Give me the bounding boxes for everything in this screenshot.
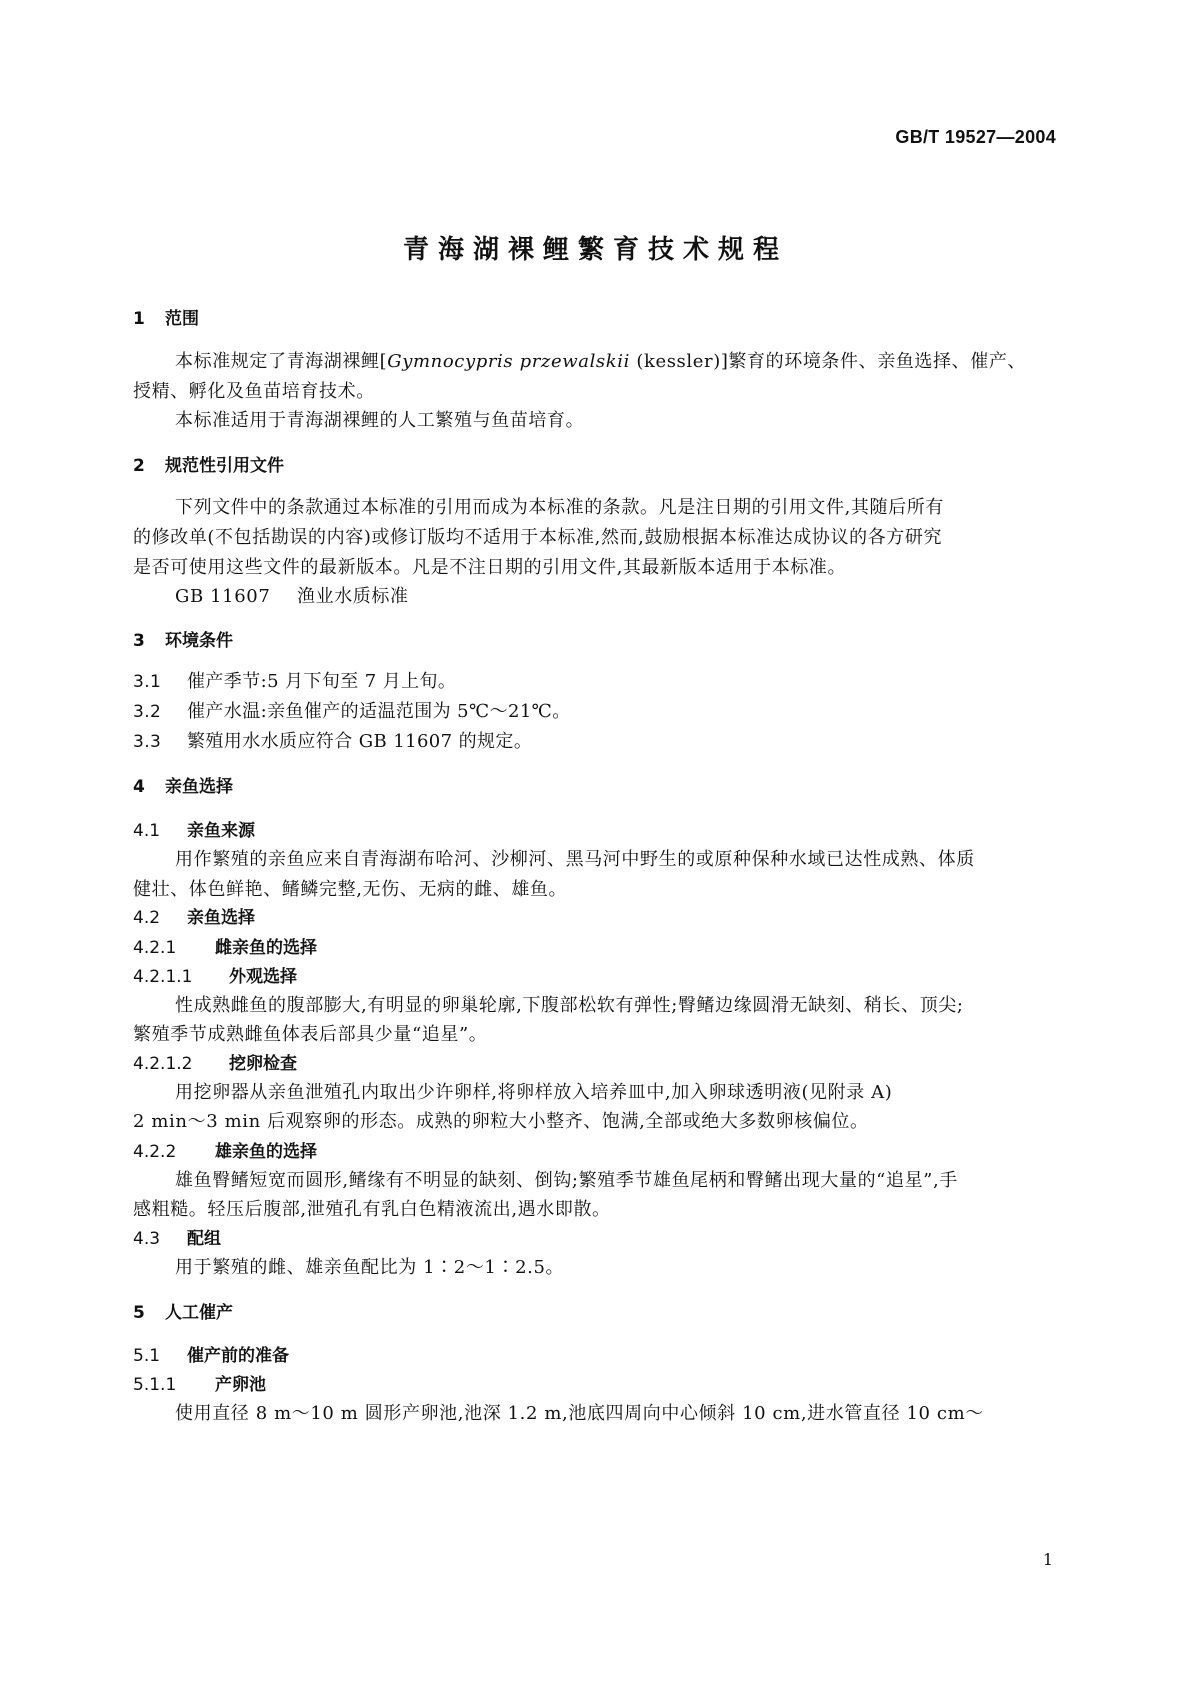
- section-4-heading: [133, 772, 233, 797]
- s2-paragraph-line-3: 是否可使用这些文件的最新版本。凡是不注日期的引用文件,其最新版本适用于本标准。: [133, 557, 847, 578]
- section-number: 1: [133, 309, 145, 329]
- clause-number: 4.2.1.2: [133, 1054, 193, 1074]
- reference-code: GB 11607: [175, 586, 271, 607]
- text: (kessler)]繁育的环境条件、亲鱼选择、催产、: [630, 351, 1027, 372]
- section-number: 3: [133, 631, 145, 651]
- clause-3-3: [133, 727, 532, 753]
- clause-4-2-1-2-heading: [133, 1049, 297, 1074]
- normative-reference: [175, 582, 409, 608]
- clause-text: 催产季节:5 月下旬至 7 月上旬。: [187, 671, 457, 692]
- clause-4-2-heading: [133, 903, 255, 928]
- section-title: 规范性引用文件: [165, 456, 284, 476]
- section-title: 范围: [165, 309, 199, 329]
- section-title: 亲鱼选择: [165, 777, 233, 797]
- clause-4-2-2-line-1: 雄鱼臀鳍短宽而圆形,鳍缘有不明显的缺刻、倒钩;繁殖季节雄鱼尾柄和臀鳍出现大量的“追星”,手: [175, 1170, 958, 1191]
- s2-paragraph-line-1: 下列文件中的条款通过本标准的引用而成为本标准的条款。凡是注日期的引用文件,其随后所有: [175, 497, 944, 518]
- page-number: 1: [1042, 1550, 1053, 1569]
- s1-paragraph-1-line-2: 授精、孵化及鱼苗培育技术。: [133, 381, 375, 402]
- clause-number: 5.1.1: [133, 1375, 177, 1395]
- clause-4-1-heading: [133, 816, 255, 841]
- clause-5-1-1-heading: [133, 1370, 266, 1395]
- clause-title: 亲鱼选择: [187, 908, 255, 928]
- section-title: 人工催产: [165, 1303, 233, 1323]
- clause-4-2-2-line-2: 感粗糙。轻压后腹部,泄殖孔有乳白色精液流出,遇水即散。: [133, 1199, 611, 1220]
- clause-number: 3.1: [133, 672, 162, 692]
- clause-4-2-1-2-line-1: 用挖卵器从亲鱼泄殖孔内取出少许卵样,将卵样放入培养皿中,加入卵球透明液(见附录 A): [175, 1082, 893, 1103]
- clause-title: 产卵池: [215, 1375, 266, 1395]
- clause-4-2-1-1-line-2: 繁殖季节成熟雌鱼体表后部具少量“追星”。: [133, 1024, 488, 1045]
- section-2-heading: [133, 451, 284, 476]
- clause-3-1: [133, 667, 456, 693]
- clause-4-2-2-heading: [133, 1137, 317, 1162]
- clause-3-2: [133, 697, 571, 723]
- section-5-heading: [133, 1298, 233, 1323]
- clause-4-2-1-1-line-1: 性成熟雌鱼的腹部膨大,有明显的卵巢轮廓,下腹部松软有弹性;臀鳍边缘圆滑无缺刻、稍长、顶尖;: [175, 995, 964, 1016]
- clause-number: 4.2.2: [133, 1142, 177, 1162]
- clause-text: 催产水温:亲鱼催产的适温范围为 5℃～21℃。: [187, 701, 571, 722]
- clause-4-3-line-1: 用于繁殖的雌、雄亲鱼配比为 1∶2～1∶2.5。: [175, 1257, 565, 1278]
- clause-number: 4.1: [133, 821, 161, 841]
- clause-title: 外观选择: [229, 967, 297, 987]
- s1-paragraph-2: 本标准适用于青海湖裸鲤的人工繁殖与鱼苗培育。: [175, 410, 585, 431]
- clause-number: 4.2: [133, 908, 161, 928]
- text: 本标准规定了青海湖裸鲤[: [175, 351, 388, 372]
- section-1-heading: [133, 304, 199, 329]
- clause-title: 催产前的准备: [187, 1346, 289, 1366]
- clause-number: 3.3: [133, 732, 162, 752]
- document-title: 青海湖裸鲤繁育技术规程: [402, 235, 788, 265]
- clause-4-3-heading: [133, 1224, 221, 1249]
- clause-title: 雄亲鱼的选择: [215, 1142, 317, 1162]
- latin-name: Gymnocypris przewalskii: [387, 351, 630, 372]
- clause-title: 配组: [187, 1229, 221, 1249]
- clause-title: 挖卵检查: [229, 1054, 297, 1074]
- clause-4-2-1-1-heading: [133, 962, 297, 987]
- section-title: 环境条件: [165, 631, 233, 651]
- clause-4-2-1-2-line-2: 2 min～3 min 后观察卵的形态。成熟的卵粒大小整齐、饱满,全部或绝大多数卵核偏位。: [133, 1111, 869, 1132]
- clause-title: 雌亲鱼的选择: [215, 938, 317, 958]
- clause-number: 3.2: [133, 702, 162, 722]
- clause-5-1-1-line-1: 使用直径 8 m～10 m 圆形产卵池,池深 1.2 m,池底四周向中心倾斜 10 cm,进水管直径 10 cm～: [175, 1403, 984, 1424]
- clause-number: 4.3: [133, 1229, 161, 1249]
- clause-number: 4.2.1.1: [133, 967, 193, 987]
- reference-title: 渔业水质标准: [297, 586, 409, 607]
- clause-5-1-heading: [133, 1341, 289, 1366]
- section-number: 5: [133, 1303, 145, 1323]
- clause-text: 繁殖用水水质应符合 GB 11607 的规定。: [187, 731, 533, 752]
- clause-number: 5.1: [133, 1346, 161, 1366]
- clause-4-1-line-2: 健壮、体色鲜艳、鳍鳞完整,无伤、无病的雌、雄鱼。: [133, 879, 568, 900]
- section-number: 2: [133, 456, 145, 476]
- clause-4-2-1-heading: [133, 933, 317, 958]
- section-number: 4: [133, 777, 145, 797]
- standard-number: GB/T 19527—2004: [895, 127, 1056, 147]
- clause-title: 亲鱼来源: [187, 821, 255, 841]
- s1-paragraph-1: [175, 347, 1026, 373]
- clause-4-1-line-1: 用作繁殖的亲鱼应来自青海湖布哈河、沙柳河、黑马河中野生的或原种保种水域已达性成熟、体质: [175, 849, 975, 870]
- section-3-heading: [133, 626, 233, 651]
- s2-paragraph-line-2: 的修改单(不包括勘误的内容)或修订版均不适用于本标准,然而,鼓励根据本标准达成协议的各方研究: [133, 527, 943, 548]
- clause-number: 4.2.1: [133, 938, 177, 958]
